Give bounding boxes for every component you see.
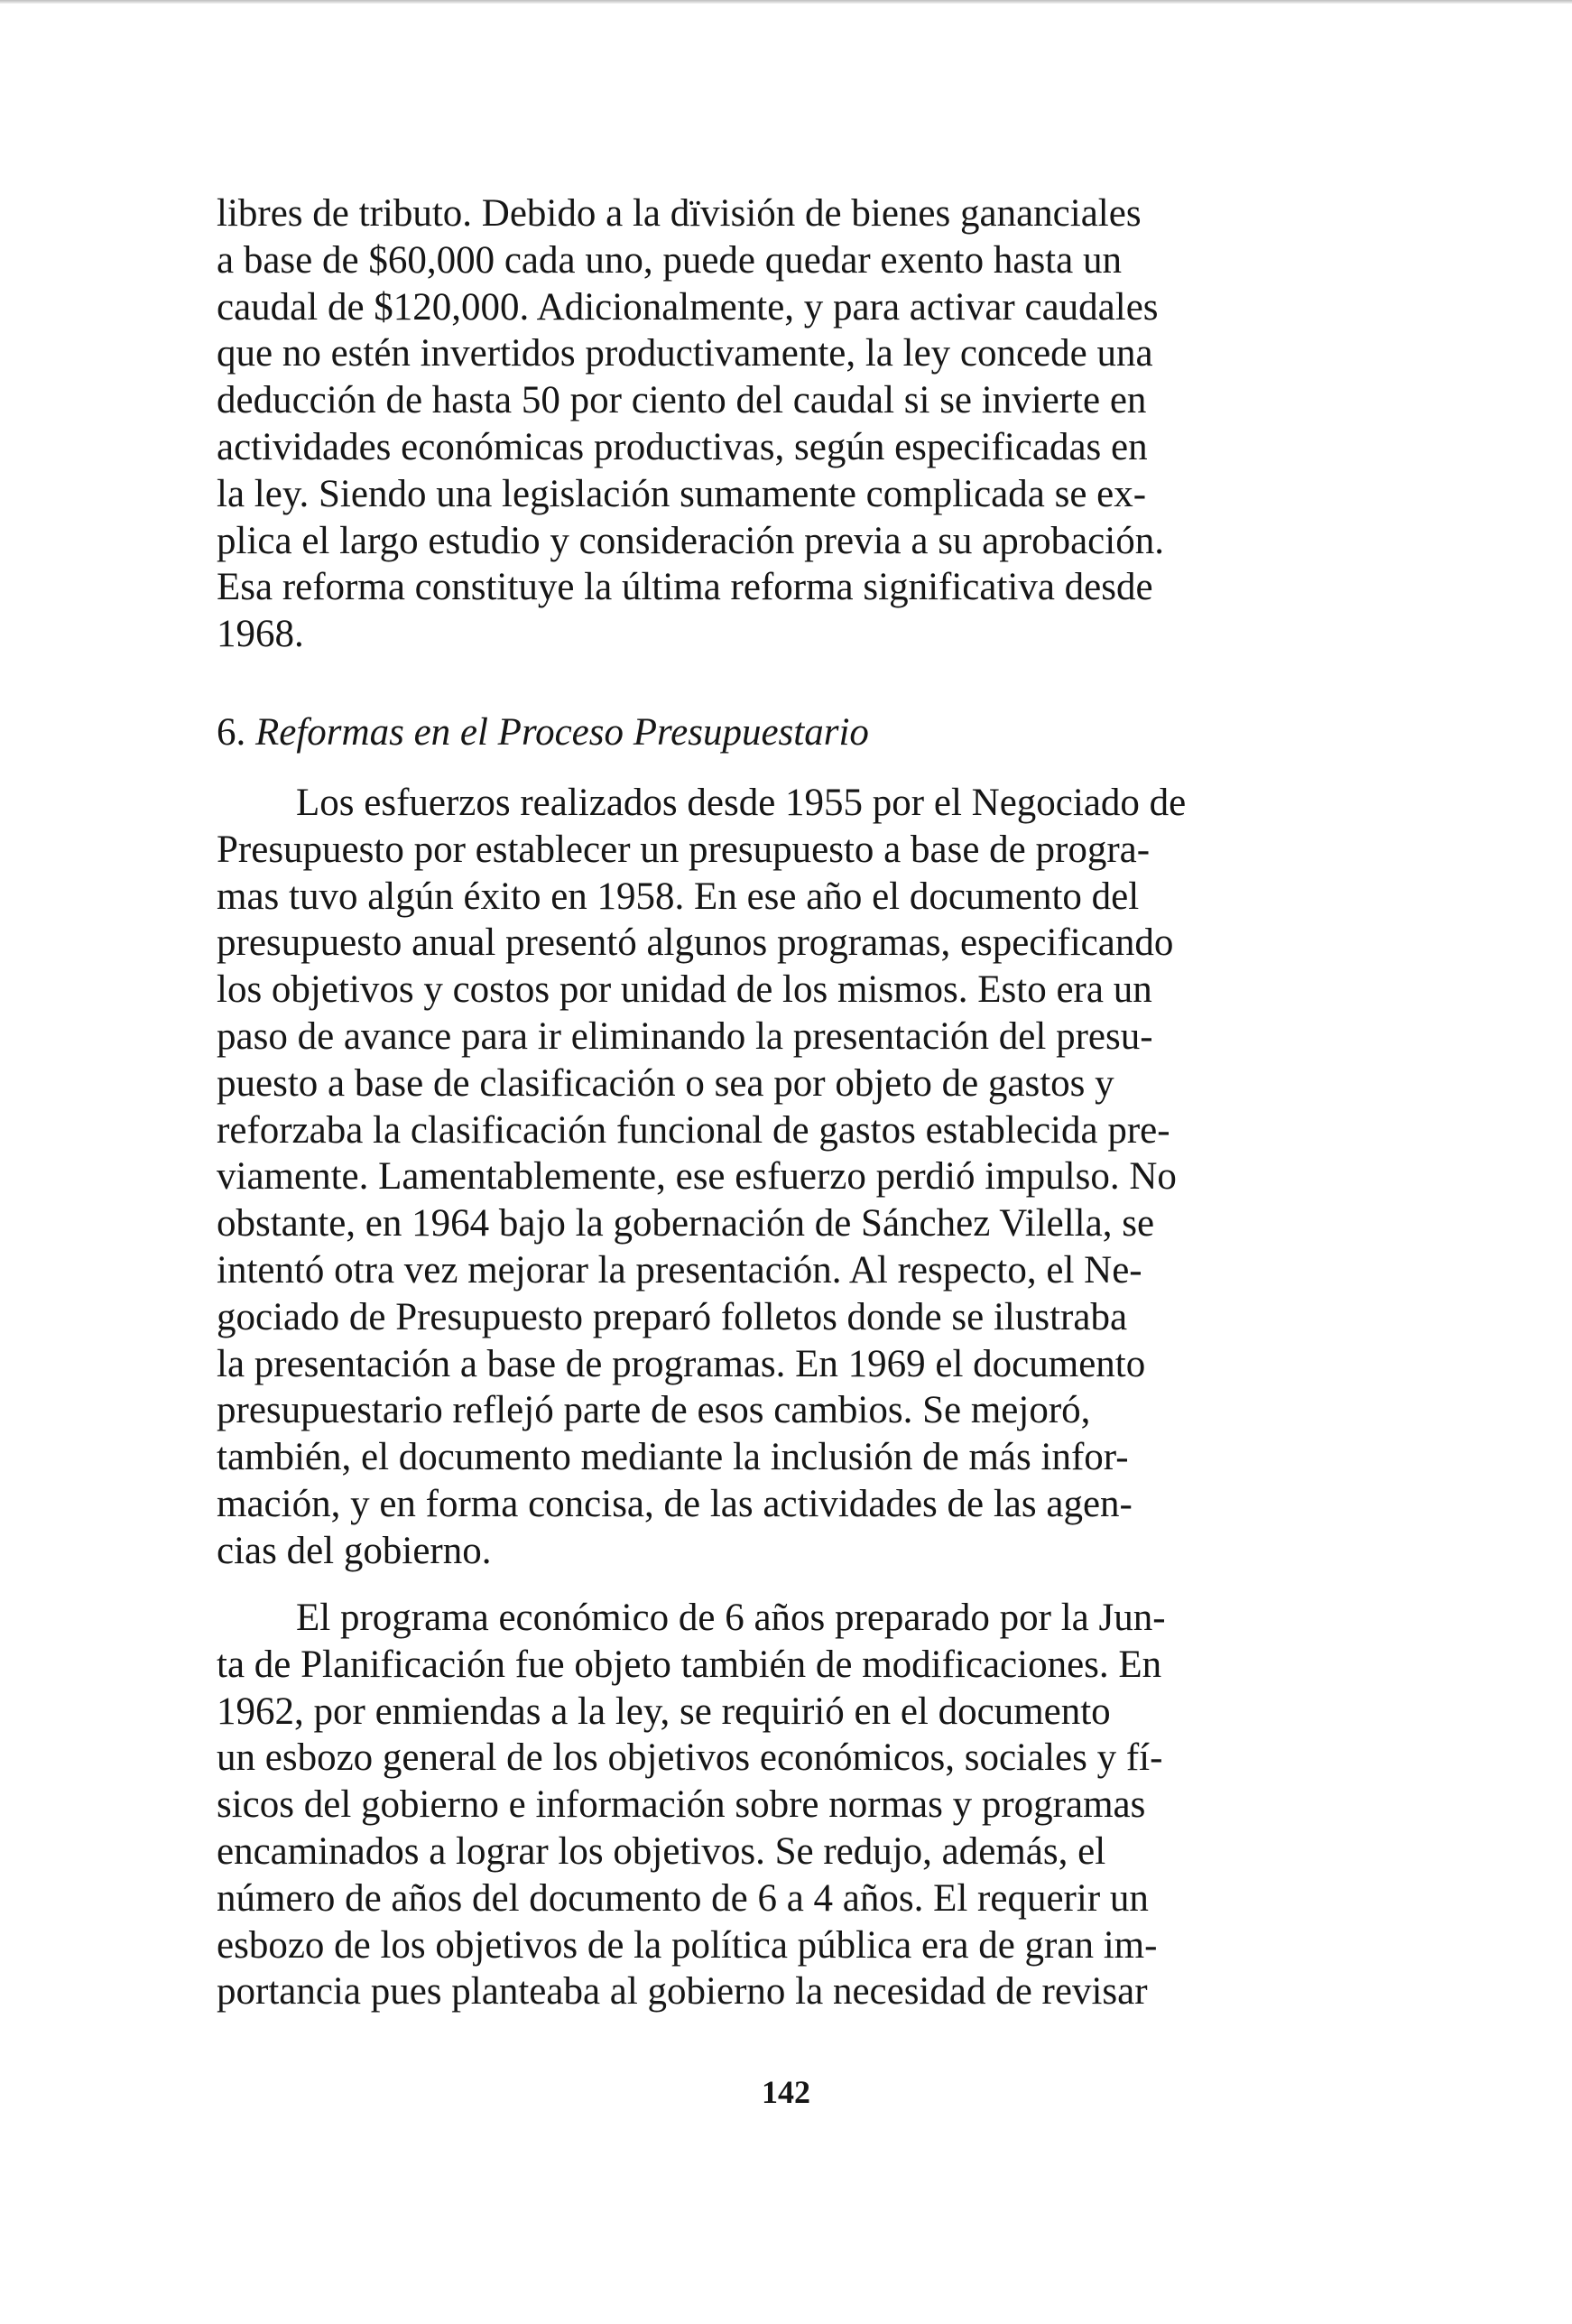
paragraph-body: Los esfuerzos realizados desde 1955 por el Negociado de Presupuesto por establecer un presupuesto a base de progra- mas tuvo algún éxito en 1958. En ese año el documento del presupuesto anual presentó algunos programas, especificando los objetivos y costos por unidad de los mismos. Esto era un paso de avance para ir eliminando la presentación del presu- puesto a base de clasificación o sea por objeto de gastos y reforzaba la clasificación funcional de gastos establecida pre- viamente. Lamentablemente, ese esfuerzo perdió impulso. No obstante, en 1964 bajo la gobernación de Sánchez Vilella, se intentó otra vez mejorar la presentación. Al respecto, el Ne- gociado de Presupuesto preparó folletos donde se ilustraba la presentación a base de programas. En 1969 el documento presupuestario reflejó parte de esos cambios. Se mejoró, también, el documento mediante la inclusión de más infor- mación, y en forma concisa, de las actividades de las agen- cias del gobierno. bbox=[217, 782, 1187, 1572]
section-title: Reformas en el Proceso Presupuestario bbox=[255, 711, 869, 754]
paragraph-text: libres de tributo. Debido a la dïvisión de bienes gananciales a base de $60,000 cada uno, puede quedar exento hasta un caudal de $120,000. Adicionalmente, y para activar caudales que no estén invertidos productivamente, la ley concede una deducción de hasta 50 por ciento del caudal si se invierte en actividades económicas productivas, según especificadas en la ley. Siendo una legislación sumamente complicada se ex- plica el largo estudio y consideración previa a su aprobación. Esa reforma constituye la última reforma significativa desde 1968. bbox=[217, 192, 1164, 656]
paragraph-economic-program bbox=[217, 1595, 1390, 2015]
paragraph-text bbox=[217, 1595, 1390, 2015]
page-number: 142 bbox=[762, 2074, 810, 2110]
section-number: 6. bbox=[217, 711, 246, 754]
paragraph-text bbox=[217, 780, 1390, 1575]
paragraph-body: El programa económico de 6 años preparado por la Jun- ta de Planificación fue objeto también de modificaciones. En 1962, por enmiendas a la ley, se requirió en el documento un esbozo general de los objetivos económicos, sociales y fí- sicos del gobierno e información sobre normas y programas encaminados a lograr los objetivos. Se redujo, además, el número de años del documento de 6 a 4 años. El requerir un esbozo de los objetivos de la política pública era de gran im- portancia pues planteaba al gobierno la necesidad de revisar bbox=[217, 1597, 1166, 2014]
paragraph-budget-reforms bbox=[217, 780, 1390, 1575]
section-heading bbox=[217, 709, 1390, 756]
scan-top-edge bbox=[0, 0, 1572, 4]
paragraph-continuation bbox=[217, 190, 1390, 658]
